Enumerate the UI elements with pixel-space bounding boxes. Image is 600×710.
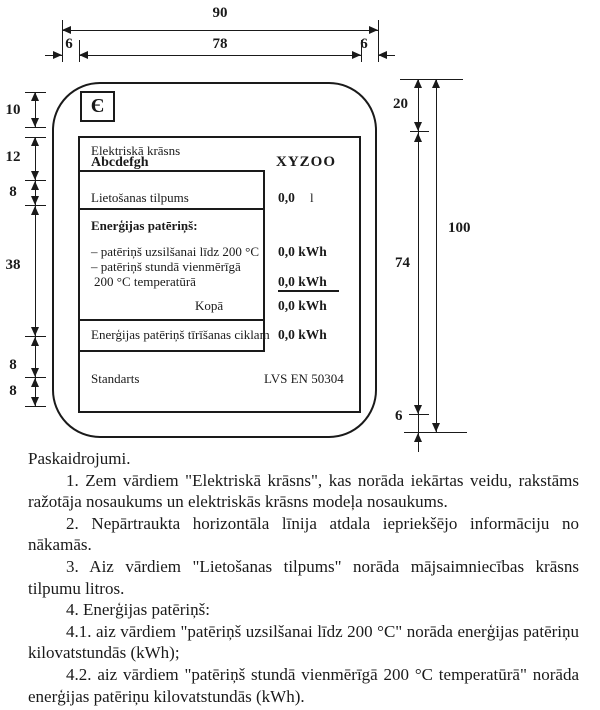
arrowhead-left-icon <box>79 51 88 59</box>
dim-label-right-gap: 6 <box>360 36 368 52</box>
standard-value: LVS EN 50304 <box>264 371 344 386</box>
arrowhead-up-icon <box>31 337 39 346</box>
arrowhead-right-icon <box>369 26 378 34</box>
arrowhead-down-icon <box>31 171 39 180</box>
dim-label-left-5: 8 <box>9 357 17 373</box>
energy-steady-label-line2: 200 °C temperatūrā <box>94 274 196 289</box>
arrowhead-left-icon <box>378 51 387 59</box>
arrowhead-right-icon <box>53 51 62 59</box>
dim-label-left-4: 38 <box>5 257 21 273</box>
volume-label: Lietošanas tilpums <box>91 190 189 205</box>
energy-steady-value: 0,0 kWh <box>278 274 339 292</box>
tick <box>410 131 429 132</box>
arrowhead-down-icon <box>31 327 39 336</box>
energy-cleaning-label: Enerģijas patēriņš tīrīšanas ciklam <box>91 327 270 342</box>
energy-total-label: Kopā <box>195 298 224 313</box>
dim-label-left-2: 12 <box>5 149 21 165</box>
standard-label: Standarts <box>91 371 140 386</box>
arrowhead-up-icon <box>31 137 39 146</box>
energy-heating-label: – patēriņš uzsilšanai līdz 200 °C <box>91 244 260 259</box>
arrowhead-up-icon <box>31 378 39 387</box>
product-type-text: Elektriskā krāsns <box>91 143 181 158</box>
note-paragraph-1: 1. Zem vārdiem "Elektriskā krāsns", kas norāda iekārtas veidu, rakstāms ražotāja nosaukums un elektriskās krāsns modeļa nosaukums. <box>28 470 579 512</box>
arrowhead-down-icon <box>414 405 422 414</box>
arrowhead-right-icon <box>352 51 361 59</box>
arrowhead-up-icon <box>31 206 39 215</box>
dim-label-left-1: 10 <box>5 102 21 118</box>
volume-value: 0,0 <box>278 190 295 205</box>
dim-label-left-6: 8 <box>9 383 17 399</box>
energy-total-value: 0,0 kWh <box>278 298 327 313</box>
arrowhead-down-icon <box>31 368 39 377</box>
tick <box>409 414 429 415</box>
arrowhead-up-icon <box>414 433 422 442</box>
separator-line <box>78 208 265 210</box>
dim-label-width-total: 90 <box>212 5 228 21</box>
dim-label-width-inner: 78 <box>212 36 228 52</box>
arrowhead-up-icon <box>432 79 440 88</box>
dim-line-78 <box>79 55 361 56</box>
model-text: XYZOO <box>276 154 337 170</box>
note-paragraph-2: 2. Nepārtraukta horizontāla līnija atdala iepriekšējo informāciju no nākamās. <box>28 513 579 555</box>
energy-header: Enerģijas patēriņš: <box>91 218 198 233</box>
note-paragraph-4-1: 4.1. aiz vārdiem "patēriņš uzsilšanai līdz 200 °C" norāda enerģijas patēriņu kilovatstundās (kWh); <box>28 621 579 663</box>
tick <box>25 127 46 128</box>
energy-cleaning-value: 0,0 kWh <box>278 327 327 342</box>
notes-block <box>28 448 579 707</box>
dim-label-right-lower: 6 <box>395 408 403 424</box>
manufacturer-text: Abcdefgh <box>91 155 149 170</box>
dim-label-right-total: 100 <box>448 220 471 236</box>
dim-label-right-upper: 20 <box>393 96 408 112</box>
arrowhead-up-icon <box>414 79 422 88</box>
separator-line <box>78 319 265 321</box>
arrowhead-up-icon <box>31 181 39 190</box>
arrowhead-left-icon <box>62 26 71 34</box>
arrowhead-up-icon <box>31 92 39 101</box>
dim-line-90 <box>62 30 378 31</box>
ce-mark: Є <box>80 91 115 122</box>
note-paragraph-3: 3. Aiz vārdiem "Lietošanas tilpums" norāda mājsaimniecības krāsns tilpumu litros. <box>28 556 579 598</box>
dim-label-right-middle: 74 <box>395 255 410 271</box>
arrowhead-down-icon <box>31 196 39 205</box>
dim-label-left-3: 8 <box>9 184 17 200</box>
arrowhead-down-icon <box>414 122 422 131</box>
label-info-box <box>78 136 361 413</box>
note-paragraph-4-2: 4.2. aiz vārdiem "patēriņš stundā vienmērīgā 200 °C temperatūrā" norāda enerģijas patēriņu kilovatstundās (kWh). <box>28 664 579 706</box>
arrowhead-down-icon <box>432 423 440 432</box>
energy-steady-label-line1: – patēriņš stundā vienmērīgā <box>91 259 241 274</box>
note-paragraph-4: 4. Enerģijas patēriņš: <box>66 600 210 620</box>
dim-label-left-gap: 6 <box>65 36 73 52</box>
volume-unit: l <box>310 190 314 205</box>
arrowhead-down-icon <box>31 397 39 406</box>
notes-title: Paskaidrojumi. <box>28 449 131 468</box>
dim-line-right-outer <box>436 79 437 432</box>
tick <box>25 406 46 407</box>
arrowhead-up-icon <box>414 133 422 142</box>
arrowhead-down-icon <box>31 118 39 127</box>
energy-heating-value: 0,0 kWh <box>278 244 327 259</box>
